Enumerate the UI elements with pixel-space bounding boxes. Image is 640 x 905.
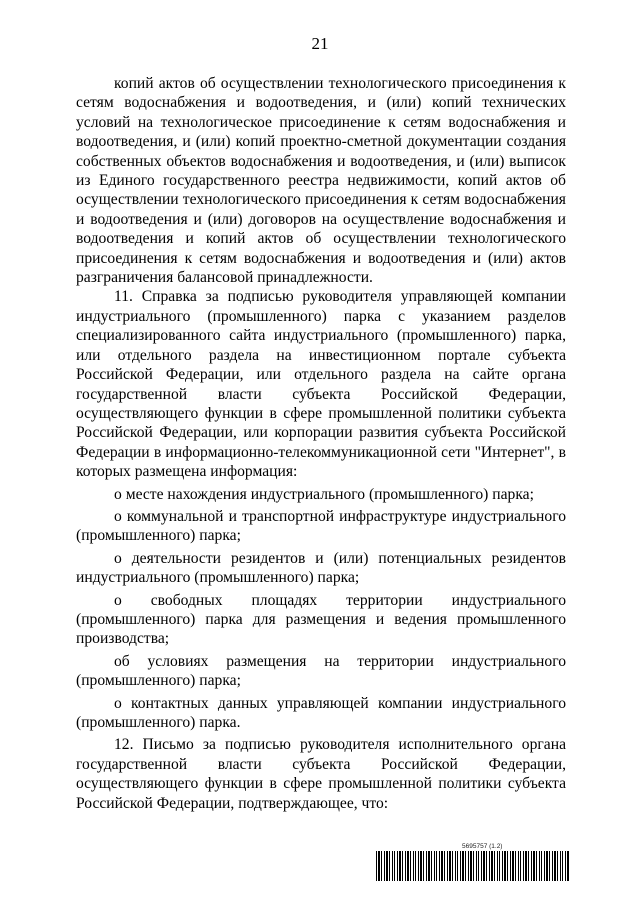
page-number: 21 [311, 34, 329, 53]
document-code: 5695757 (1.2) [462, 843, 503, 850]
paragraph-continuation: копий актов об осуществлении технологического присоединения к сетям водоснабжения и водоотведения, и (или) копий технических условий на технологическое присоединение к сетям водоснабжения и водоотведения, и (или) копий проектно-сметной документации создания собственных объектов водоснабжения и водоотведения, и (или) выписок из Единого государственного реестра недвижимости, копий актов об осуществлении технологического присоединения к сетям водоснабжения и водоотведения и (или) договоров на осуществление водоснабжения и водоотведения и копий актов об осуществлении технологического присоединения к сетям водоснабжения и водоотведения и (или) актов разграничения балансовой принадлежности. [76, 75, 566, 287]
barcode-image [376, 851, 570, 881]
list-item-location: о месте нахождения индустриального (промышленного) парка; [114, 485, 534, 503]
document-body [76, 74, 566, 813]
list-item-free-areas: о свободных площадях территории индустриального (промышленного) парка для размещения и ведения промышленного производства; [76, 591, 566, 648]
paragraph-item-12: 12. Письмо за подписью руководителя исполнительного органа государственной власти субъекта Российской Федерации, осуществляющего функции в сфере промышленной политики субъекта Российской Федерации, подтверждающее, что: [76, 736, 566, 812]
paragraph-item-11: 11. Справка за подписью руководителя управляющей компании индустриального (промышленного) парка с указанием разделов специализированного сайта индустриального (промышленного) парка, или отдельного раздела на инвестиционном портале субъекта Российской Федерации, или отдельного раздела на сайте органа государственной власти субъекта Российской Федерации, осуществляющего функции в сфере промышленной политики субъекта Российской Федерации, или корпорации развития субъекта Российской Федерации в информационно-телекоммуникационной сети "Интернет", в которых размещена информация: [76, 288, 566, 481]
list-item-residents: о деятельности резидентов и (или) потенциальных резидентов индустриального (промышленного) парка; [76, 549, 566, 587]
list-item-conditions: об условиях размещения на территории индустриального (промышленного) парка; [76, 652, 566, 690]
list-item-infrastructure: о коммунальной и транспортной инфраструктуре индустриального (промышленного) парка; [76, 507, 566, 545]
list-item-contacts: о контактных данных управляющей компании индустриального (промышленного) парка. [76, 694, 566, 731]
